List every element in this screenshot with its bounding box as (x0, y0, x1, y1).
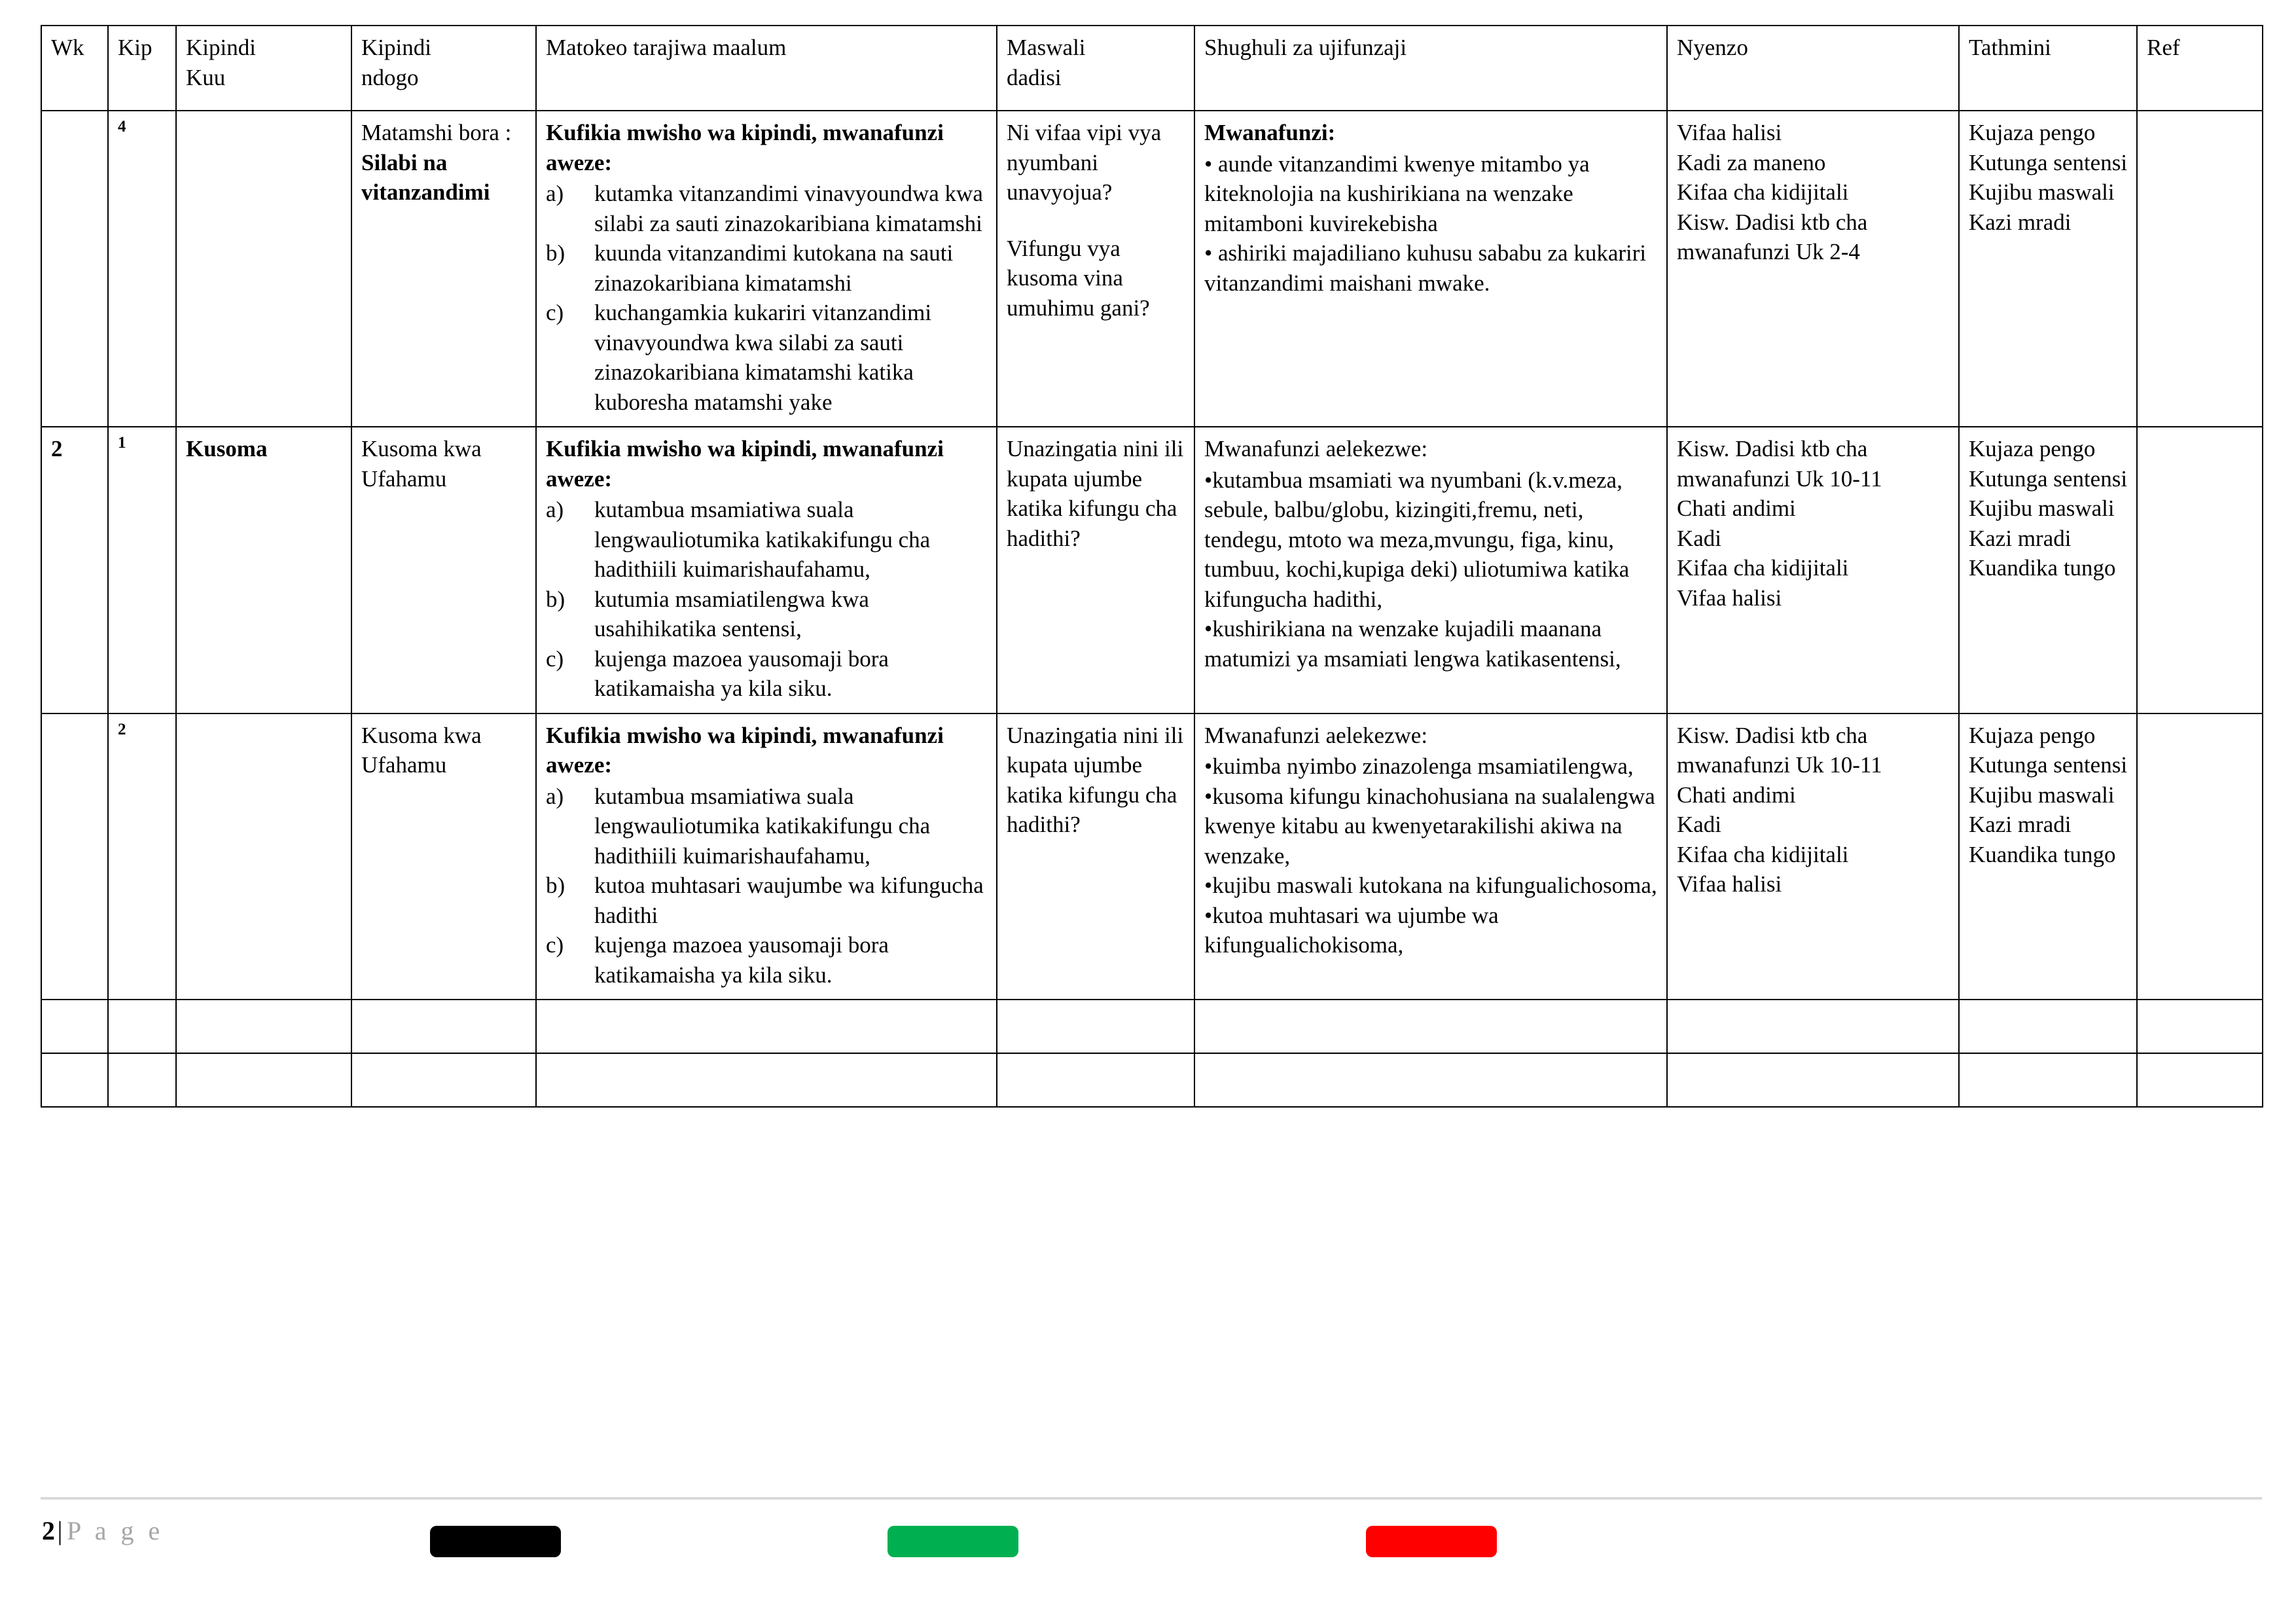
assessment-item: Kujaza pengo (1969, 436, 2096, 461)
resource-item: Kifaa cha kidijitali (1677, 179, 1849, 205)
assessment-item: Kujaza pengo (1969, 120, 2096, 145)
outcome-text: kuchangamkia kukariri vitanzandimi vinavyoundwa kwa silabi za sauti zinazokaribiana kimatamshi katika kuboresha matamshi yake (594, 300, 932, 415)
inquiry-question: Vifungu vya kusoma vina umuhimu gani? (1007, 235, 1150, 321)
outcome-item (546, 871, 988, 930)
resource-item: Kisw. Dadisi ktb cha mwanafunzi Uk 10-11 (1677, 436, 1882, 492)
assessment-item: Kujaza pengo (1969, 722, 2096, 748)
table-header (41, 26, 2263, 111)
sub-topic-emphasis: Silabi na vitanzandimi (361, 149, 490, 205)
cell-matokeo (536, 427, 997, 713)
column-header-kipindi-ndogo (351, 26, 536, 111)
sub-topic: Matamshi bora : (361, 120, 512, 145)
cell-ref (2137, 427, 2263, 713)
outcome-item (546, 495, 988, 585)
activities-heading: Mwanafunzi: (1204, 120, 1336, 145)
cell-kipindi-kuu (176, 111, 351, 427)
cell-nyenzo (1667, 427, 1959, 713)
resource-item: Chati andimi (1677, 496, 1796, 521)
outcome-marker: a) (546, 497, 564, 522)
empty-cell (997, 1000, 1194, 1053)
cell-tathmini (1959, 713, 2137, 1000)
outcomes-list (546, 782, 988, 990)
outcome-item (546, 179, 988, 238)
resource-item: Kadi za maneno (1677, 149, 1826, 175)
footer-divider (41, 1497, 2262, 1500)
empty-cell (1194, 1053, 1667, 1107)
empty-cell (351, 1053, 536, 1107)
header-line-1: Kipindi (361, 35, 431, 60)
outcomes-list (546, 179, 988, 417)
cell-matokeo (536, 111, 997, 427)
outcome-text: kutamka vitanzandimi vinavyoundwa kwa silabi za sauti zinazokaribiana kimatamshi (594, 181, 983, 236)
empty-cell (1667, 1053, 1959, 1107)
lesson-number: 2 (118, 720, 126, 738)
activity-item: • ashiriki majadiliano kuhusu sababu za kukariri vitanzandimi maishani mwake. (1204, 240, 1647, 296)
empty-cell (1959, 1053, 2137, 1107)
sub-topic: Kusoma kwa Ufahamu (361, 722, 482, 778)
header-row (41, 26, 2263, 111)
assessment-item: Kuandika tungo (1969, 841, 2116, 867)
empty-cell (108, 1000, 176, 1053)
assessment-item: Kutunga sentensi (1969, 465, 2128, 492)
empty-cell (536, 1000, 997, 1053)
assessment-item: Kujibu maswali (1969, 179, 2115, 205)
cell-maswali-dadisi (997, 427, 1194, 713)
table-row (41, 427, 2263, 713)
column-header-tathmini: Tathmini (1959, 26, 2137, 111)
resource-item: Kifaa cha kidijitali (1677, 555, 1849, 581)
inquiry-question: Unazingatia nini ili kupata ujumbe katika kifungu cha hadithi? (1007, 722, 1184, 837)
outcome-item (546, 298, 988, 417)
outcomes-heading: Kufikia mwisho wa kipindi, mwanafunzi aweze: (546, 120, 944, 175)
outcome-item (546, 930, 988, 990)
resource-item: Vifaa halisi (1677, 871, 1782, 897)
resource-item: Kadi (1677, 812, 1722, 837)
column-header-ref: Ref (2137, 26, 2263, 111)
page-number: 2 (42, 1516, 56, 1545)
assessment-item: Kujibu maswali (1969, 782, 2115, 808)
outcome-item (546, 585, 988, 644)
cell-shughuli (1194, 713, 1667, 1000)
column-header-wk: Wk (41, 26, 108, 111)
activity-item: •kuimba nyimbo zinazolenga msamiatilengwa, (1204, 753, 1634, 779)
empty-cell (1194, 1000, 1667, 1053)
outcome-marker: b) (546, 586, 565, 612)
table-row (41, 713, 2263, 1000)
activities-heading: Mwanafunzi aelekezwe: (1204, 436, 1428, 461)
empty-table-row (41, 1053, 2263, 1107)
outcome-item (546, 782, 988, 871)
column-header-maswali-dadisi (997, 26, 1194, 111)
activities-list (1204, 149, 1659, 298)
outcome-text: kuunda vitanzandimi kutokana na sauti zinazokaribiana kimatamshi (594, 240, 954, 296)
cell-wk (41, 111, 108, 427)
activities-list (1204, 751, 1659, 960)
outcome-marker: c) (546, 932, 564, 958)
main-topic: Kusoma (186, 436, 268, 461)
cell-maswali-dadisi (997, 713, 1194, 1000)
empty-cell (536, 1053, 997, 1107)
cell-kipindi-ndogo (351, 111, 536, 427)
cell-kipindi-kuu (176, 713, 351, 1000)
header-line-2: ndogo (361, 64, 419, 90)
empty-table-row (41, 1000, 2263, 1053)
header-line-2: dadisi (1007, 64, 1062, 90)
column-header-shughuli: Shughuli za ujifunzaji (1194, 26, 1667, 111)
empty-cell (108, 1053, 176, 1107)
resource-item: Vifaa halisi (1677, 585, 1782, 611)
outcome-text: kujenga mazoea yausomaji bora katikamaisha ya kila siku. (594, 645, 889, 701)
week-number: 2 (51, 436, 63, 461)
empty-cell (176, 1053, 351, 1107)
assessment-item: Kazi mradi (1969, 525, 2072, 551)
empty-cell (2137, 1053, 2263, 1107)
empty-cell (41, 1000, 108, 1053)
cell-matokeo (536, 713, 997, 1000)
column-header-kip: Kip (108, 26, 176, 111)
activity-item: •kusoma kifungu kinachohusiana na sualalengwa kwenye kitabu au kwenyetarakilishi akiwa na wenzake, (1204, 783, 1655, 869)
page-number-separator: | (57, 1516, 63, 1545)
assessment-item: Kazi mradi (1969, 209, 2072, 235)
cell-kipindi-ndogo (351, 713, 536, 1000)
column-header-matokeo: Matokeo tarajiwa maalum (536, 26, 997, 111)
resource-item: Kisw. Dadisi ktb cha mwanafunzi Uk 2-4 (1677, 209, 1868, 264)
lesson-number: 4 (118, 118, 126, 136)
outcomes-heading: Kufikia mwisho wa kipindi, mwanafunzi aweze: (546, 722, 944, 778)
outcomes-list (546, 495, 988, 704)
outcome-item (546, 644, 988, 704)
outcome-item (546, 238, 988, 298)
table-body (41, 111, 2263, 1107)
header-line-1: Kipindi (186, 35, 256, 60)
page-number-indicator (42, 1515, 164, 1546)
activity-item: •kujibu maswali kutokana na kifungualichosoma, (1204, 873, 1657, 898)
empty-cell (351, 1000, 536, 1053)
activity-item: •kutoa muhtasari wa ujumbe wa kifungualichokisoma, (1204, 902, 1499, 958)
scheme-of-work-table (41, 25, 2263, 1108)
outcome-text: kutoa muhtasari waujumbe wa kifungucha hadithi (594, 873, 984, 928)
green-swatch (888, 1526, 1018, 1557)
resource-item: Kadi (1677, 525, 1722, 551)
assessment-item: Kuandika tungo (1969, 555, 2116, 581)
cell-tathmini (1959, 427, 2137, 713)
empty-cell (41, 1053, 108, 1107)
outcome-text: kujenga mazoea yausomaji bora katikamaisha ya kila siku. (594, 932, 889, 988)
cell-kipindi-kuu (176, 427, 351, 713)
outcome-text: kutambua msamiatiwa suala lengwauliotumika katikakifungu cha hadithiili kuimarishaufahamu, (594, 497, 931, 582)
cell-ref (2137, 713, 2263, 1000)
sub-topic: Kusoma kwa Ufahamu (361, 436, 482, 492)
column-header-kipindi-kuu (176, 26, 351, 111)
cell-ref (2137, 111, 2263, 427)
cell-wk (41, 427, 108, 713)
empty-cell (1959, 1000, 2137, 1053)
cell-tathmini (1959, 111, 2137, 427)
activity-item: • aunde vitanzandimi kwenye mitambo ya kiteknolojia na kushirikiana na wenzake (1204, 151, 1590, 206)
activity-item: mitamboni kuvirekebisha (1204, 210, 1438, 236)
black-swatch (430, 1526, 561, 1557)
resource-item: Chati andimi (1677, 782, 1796, 808)
cell-kipindi-ndogo (351, 427, 536, 713)
table-row (41, 111, 2263, 427)
cell-kip (108, 713, 176, 1000)
outcome-marker: c) (546, 300, 564, 325)
cell-kip (108, 427, 176, 713)
cell-wk (41, 713, 108, 1000)
cell-shughuli (1194, 427, 1667, 713)
outcome-text: kutumia msamiatilengwa kwa usahihikatika sentensi, (594, 586, 869, 641)
assessment-item: Kutunga sentensi (1969, 149, 2128, 175)
outcome-marker: b) (546, 873, 565, 898)
activity-item: •kutambua msamiati wa nyumbani (k.v.meza, sebule, balbu/globu, kizingiti,fremu, neti, tendegu, mtoto wa meza,mvungu, figa, kinu, tumbuu, kochi,kupiga deki) uliotumiwa katika kifungucha hadithi, (1204, 467, 1630, 612)
resource-item: Vifaa halisi (1677, 120, 1782, 145)
empty-cell (997, 1053, 1194, 1107)
cell-nyenzo (1667, 713, 1959, 1000)
empty-cell (176, 1000, 351, 1053)
resource-item: Kifaa cha kidijitali (1677, 841, 1849, 867)
inquiry-question: Unazingatia nini ili kupata ujumbe katika kifungu cha hadithi? (1007, 436, 1184, 551)
activities-list (1204, 465, 1659, 674)
cell-kip (108, 111, 176, 427)
outcome-marker: a) (546, 181, 564, 206)
cell-shughuli (1194, 111, 1667, 427)
header-line-1: Maswali (1007, 35, 1086, 60)
assessment-item: Kujibu maswali (1969, 496, 2115, 521)
header-line-2: Kuu (186, 64, 226, 90)
assessment-item: Kutunga sentensi (1969, 752, 2128, 778)
activity-item: •kushirikiana na wenzake kujadili maanana matumizi ya msamiati lengwa katikasentensi, (1204, 616, 1621, 672)
page-footer (41, 1497, 2262, 1595)
inquiry-question: Ni vifaa vipi vya nyumbani unavyojua? (1007, 120, 1162, 205)
cell-maswali-dadisi (997, 111, 1194, 427)
outcome-marker: c) (546, 645, 564, 672)
outcome-marker: b) (546, 240, 565, 266)
assessment-item: Kazi mradi (1969, 812, 2072, 837)
red-swatch (1366, 1526, 1497, 1557)
outcome-text: kutambua msamiatiwa suala lengwauliotumika katikakifungu cha hadithiili kuimarishaufahamu, (594, 783, 931, 869)
activities-heading: Mwanafunzi aelekezwe: (1204, 722, 1428, 748)
empty-cell (2137, 1000, 2263, 1053)
empty-cell (1667, 1000, 1959, 1053)
resource-item: Kisw. Dadisi ktb cha mwanafunzi Uk 10-11 (1677, 722, 1882, 778)
column-header-nyenzo: Nyenzo (1667, 26, 1959, 111)
page-label: P a g e (67, 1516, 164, 1545)
lesson-number: 1 (118, 434, 126, 452)
outcome-marker: a) (546, 783, 564, 809)
cell-nyenzo (1667, 111, 1959, 427)
outcomes-heading: Kufikia mwisho wa kipindi, mwanafunzi aweze: (546, 436, 944, 492)
